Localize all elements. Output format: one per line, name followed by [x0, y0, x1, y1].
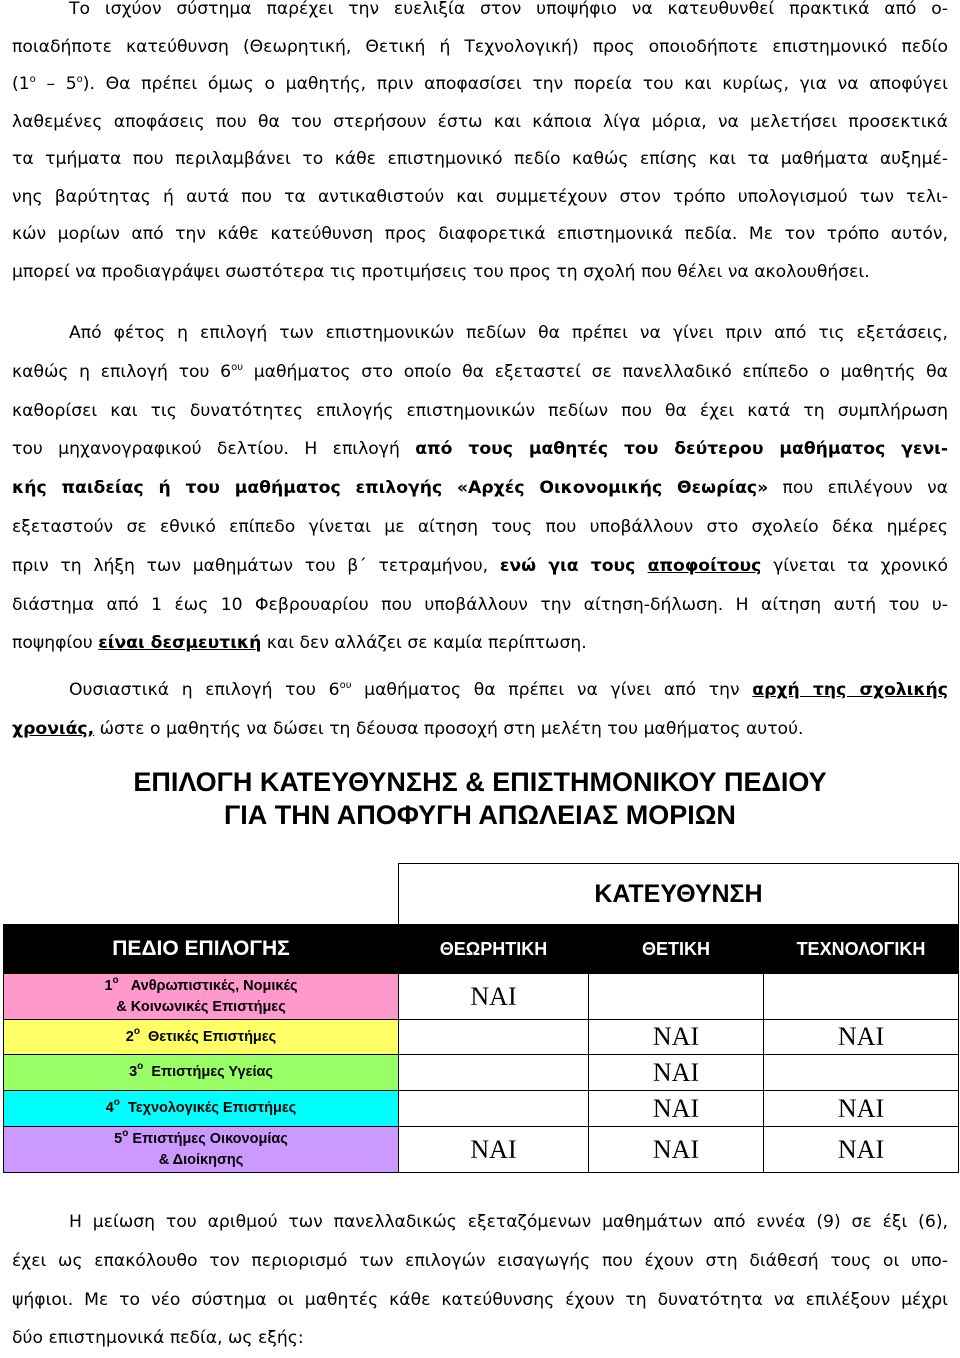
text-line: εξεταστούν σε εθνικό επίπεδο γίνεται με αίτηση τους που υποβάλλουν στο σχολείο δέκα ημέρες — [12, 516, 948, 537]
selection-paragraph — [12, 314, 948, 663]
table-cell: ΝΑΙ — [589, 1020, 764, 1055]
text-line: τα τμήματα που περιλαμβάνει το κάθε επιστημονικό πεδίο καθώς επίσης και τα μαθήματα αυξημέ- — [12, 149, 948, 169]
direction-group-header: ΚΑΤΕΥΘΥΝΣΗ — [399, 864, 959, 925]
table-cell: ΝΑΙ — [589, 1091, 764, 1127]
text-line: του μηχανογραφικού δελτίου. Η επιλογή από τους μαθητές του δεύτερου μαθήματος γενι- — [12, 439, 948, 460]
table-cell — [399, 1055, 589, 1091]
text-line: ποψηφίου είναι δεσμευτική και δεν αλλάζει σε καμία περίπτωση. — [12, 633, 587, 654]
text-line: διάστημα από 1 έως 10 Φεβρουαρίου που υποβάλλουν την αίτηση-δήλωση. Η αίτηση αυτή του υ- — [12, 594, 948, 615]
section-heading: ΕΠΙΛΟΓΗ ΚΑΤΕΥΘΥΝΣΗΣ & ΕΠΙΣΤΗΜΟΝΙΚΟΥ ΠΕΔΙΟΥ — [133, 767, 827, 797]
table-cell — [589, 974, 764, 1020]
text-line: $(1^o - 5^o)$. Θα πρέπει όμως ο μαθητής, πριν αποφασίσει την πορεία του και κυρίως, για να αποφύγει — [12, 74, 948, 94]
table-cell — [399, 1020, 589, 1055]
text-line: Το ισχύον σύστημα παρέχει την ευελιξία στον υποψήφιο να κατευθυνθεί πρακτικά από ο- — [69, 0, 948, 19]
field-direction-table — [3, 863, 959, 1173]
intro-paragraph — [12, 0, 948, 291]
table-corner — [4, 864, 399, 925]
column-header: ΘΕΤΙΚΗ — [589, 925, 764, 974]
table-cell: ΝΑΙ — [589, 1127, 764, 1173]
text-line: καθορίσει και τις δυνατότητες επιλογής επιστημονικών πεδίων που θα έχει κατά τη συμπλήρωση — [12, 400, 948, 421]
text-line: ψήφιοι. Με το νέο σύστημα οι μαθητές κάθε κατεύθυνσης έχουν τη δυνατότητα να επιλέξουν μέχρι — [12, 1289, 948, 1310]
column-header: ΘΕΩΡΗΤΙΚΗ — [399, 925, 589, 974]
table-row — [4, 1020, 959, 1055]
table-row — [4, 1127, 959, 1173]
section-heading: ΓΙΑ ΤΗΝ ΑΠΟΦΥΓΗ ΑΠΩΛΕΙΑΣ ΜΟΡΙΩΝ — [224, 800, 736, 830]
field-label: $3^o$ Επιστήμες Υγείας — [4, 1055, 399, 1091]
table-row — [4, 974, 959, 1020]
table-cell — [399, 1091, 589, 1127]
table-cell: ΝΑΙ — [399, 974, 589, 1020]
reduction-paragraph — [12, 1203, 948, 1358]
table-cell: ΝΑΙ — [764, 1127, 959, 1173]
table-cell: ΝΑΙ — [589, 1055, 764, 1091]
field-label: $1^o$ Ανθρωπιστικές, Νομικές & Κοινωνικές Επιστήμες — [4, 974, 399, 1020]
table-cell — [764, 974, 959, 1020]
table-cell — [764, 1055, 959, 1091]
text-line: Από φέτος η επιλογή των επιστημονικών πεδίων θα πρέπει να γίνει πριν από τις εξετάσεις, — [69, 323, 948, 343]
field-label: $2^o$ Θετικές Επιστήμες — [4, 1020, 399, 1055]
text-line: κών μορίων από την κάθε κατεύθυνση προς διαφορετικά επιστημονικά πεδία. Με τον τρόπο αυτόν, — [12, 224, 948, 244]
table-row — [4, 1055, 959, 1091]
table-cell: ΝΑΙ — [764, 1091, 959, 1127]
text-line: έχει ως επακόλουθο τον περιορισμό των επιλογών εισαγωγής που έχουν στη διάθεσή τους οι υπο- — [12, 1250, 948, 1271]
text-line: λαθεμένες αποφάσεις που θα του στερήσουν έστω και κάποια λίγα μόρια, να μελετήσει προσεκτικά — [12, 111, 948, 132]
text-line: μπορεί να προδιαγράψει σωστότερα τις προτιμήσεις του προς τη σχολή που θέλει να ακολουθήσει. — [12, 261, 870, 282]
field-label: $4^o$ Τεχνολογικές Επιστήμες — [4, 1091, 399, 1127]
field-label: $5^o$ Επιστήμες Οικονομίας & Διοίκησης — [4, 1127, 399, 1173]
table-cell: ΝΑΙ — [399, 1127, 589, 1173]
text-line: νης βαρύτητας ή αυτά που τα αντικαθιστούν και συμμετέχουν στον τρόπο υπολογισμού των τελι- — [12, 186, 948, 207]
column-header: ΤΕΧΝΟΛΟΓΙΚΗ — [764, 925, 959, 974]
text-line: δύο επιστημονικά πεδία, ως εξής: — [12, 1328, 304, 1349]
essence-paragraph — [12, 671, 948, 749]
text-line: καθώς η επιλογή του $6^{o\upsilon}$ μαθήματος στο οποίο θα εξεταστεί σε πανελλαδικό επίπεδο ο μαθητής θα — [12, 361, 948, 382]
text-line: χρονιάς, ώστε ο μαθητής να δώσει τη δέουσα προσοχή στη μελέτη του μαθήματος αυτού. — [12, 718, 804, 739]
text-line: πριν τη λήξη των μαθημάτων του β΄ τετραμήνου, ενώ για τους αποφοίτους γίνεται τα χρονικό — [12, 555, 948, 576]
text-line: Η μείωση του αριθμού των πανελλαδικώς εξεταζόμενων μαθημάτων από εννέα (9) σε έξι (6), — [69, 1212, 948, 1232]
table-cell: ΝΑΙ — [764, 1020, 959, 1055]
table-row — [4, 1091, 959, 1127]
text-line: κής παιδείας ή του μαθήματος επιλογής «Αρχές Οικονομικής Θεωρίας» που επιλέγουν να — [12, 478, 948, 499]
text-line: ποιαδήποτε κατεύθυνση (Θεωρητική, Θετική ή Τεχνολογική) προς οποιοδήποτε επιστημονικό πεδίο — [12, 36, 948, 57]
field-column-header: ΠΕΔΙΟ ΕΠΙΛΟΓΗΣ — [4, 925, 399, 974]
text-line: Ουσιαστικά η επιλογή του $6^{o\upsilon}$ μαθήματος θα πρέπει να γίνει από την αρχή της σχολικής — [69, 680, 948, 700]
